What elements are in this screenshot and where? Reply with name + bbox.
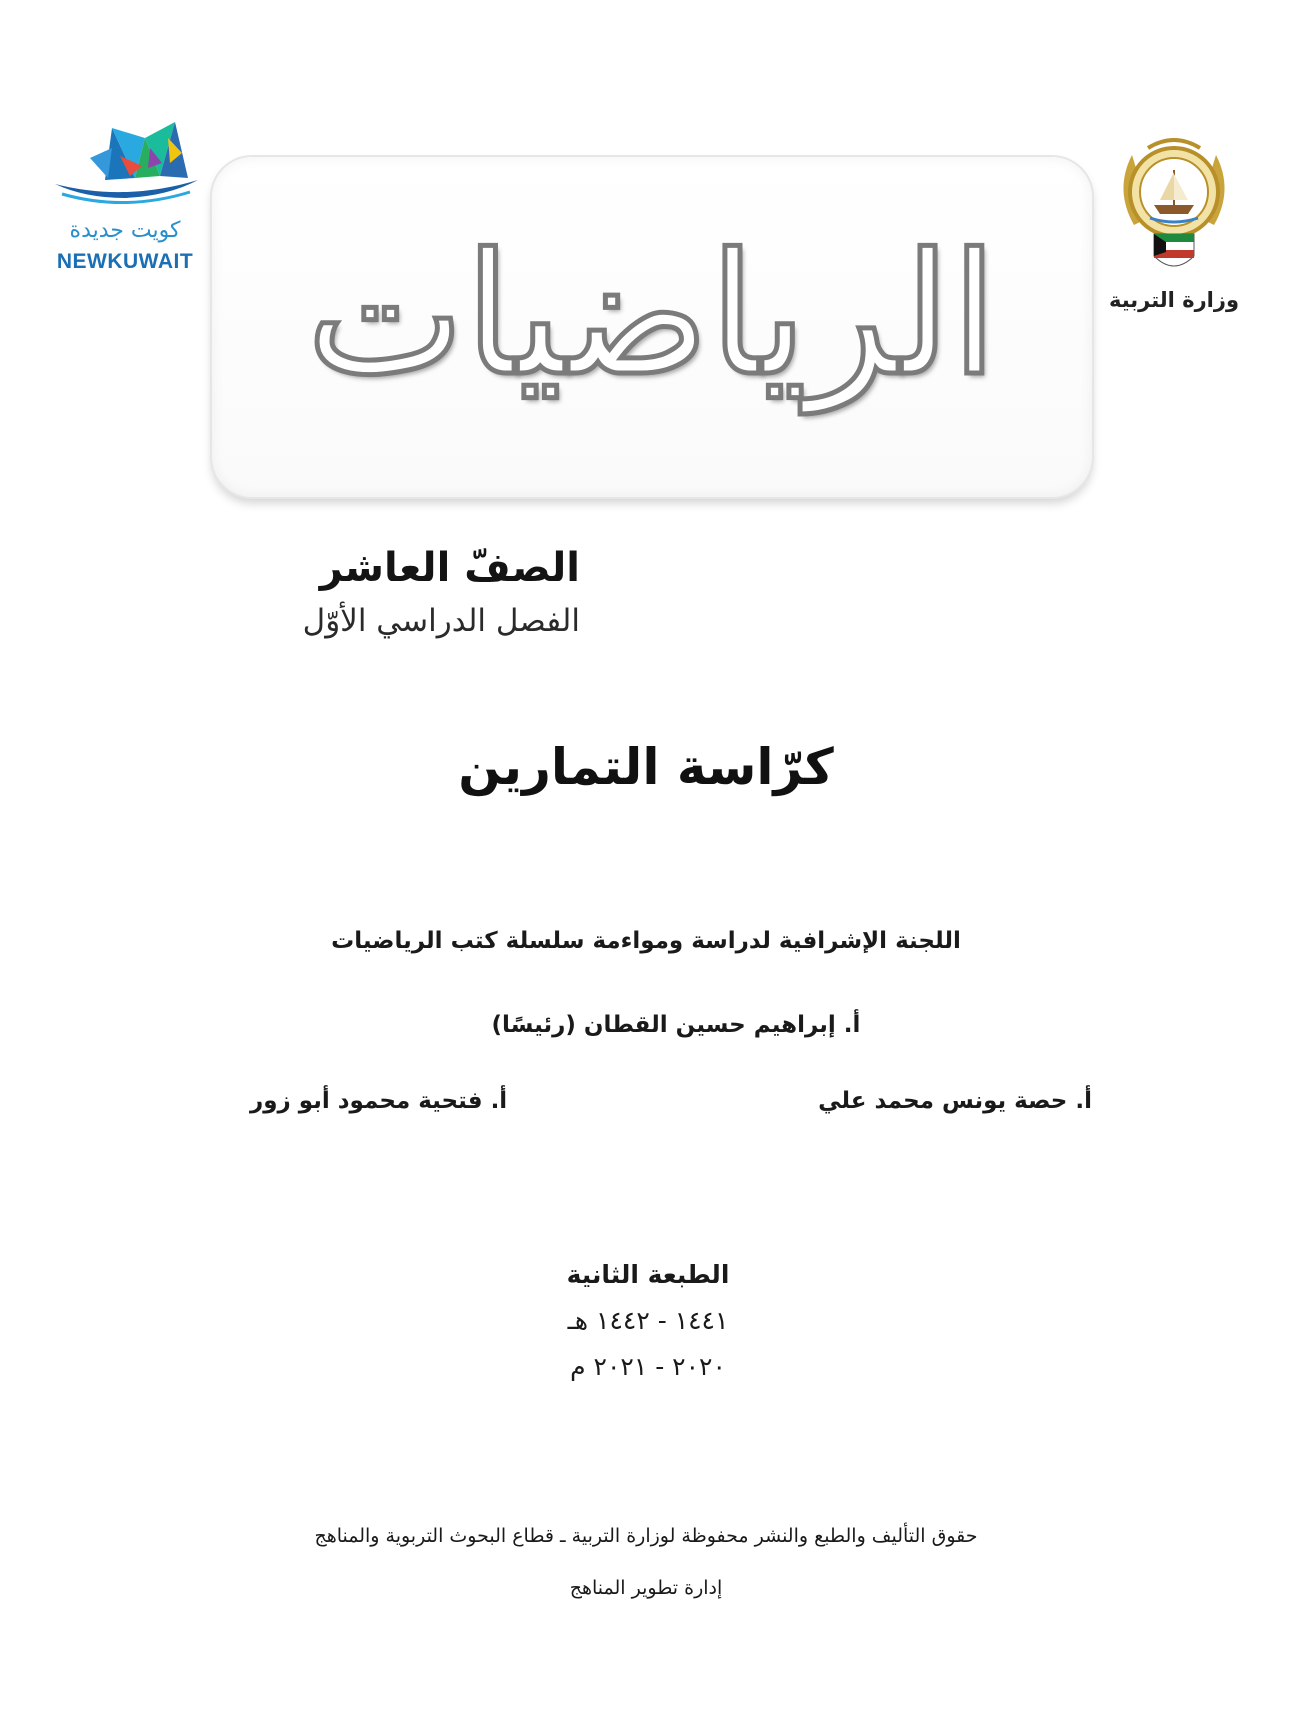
new-kuwait-logo [50,118,210,288]
edition-title: الطبعة الثانية [566,1260,730,1289]
edition-hijri-years: ١٤٤١ - ١٤٤٢ هـ [567,1306,729,1335]
committee-member: أ. فتحية محمود أبو زور [250,1088,508,1114]
kuwait-emblem-icon [1114,130,1234,280]
semester-label: الفصل الدراسي الأوّل [302,603,580,639]
copyright-notice: حقوق التأليف والطبع والنشر محفوظة لوزارة التربية ـ قطاع البحوث التربوية والمناهج [314,1525,978,1547]
ministry-name: وزارة التربية [1108,288,1240,312]
ministry-of-education-logo [1104,130,1244,320]
committee-member: أ. حصة يونس محمد علي [818,1088,1092,1114]
title-card [212,157,1092,497]
grade-block [200,540,580,646]
book-title: الرياضيات [306,217,998,413]
department-name: إدارة تطوير المناهج [569,1577,723,1599]
grade-label: الصفّ العاشر [319,545,580,591]
new-kuwait-sail-logo-icon [50,118,200,218]
new-kuwait-arabic-text: كويت جديدة [69,218,181,243]
workbook-title: كرّاسة التمارين [458,738,834,796]
edition-block [540,1252,756,1390]
new-kuwait-latin-text: NEWKUWAIT [56,250,194,273]
committee-chair: أ. إبراهيم حسين القطان (رئيسًا) [491,1012,861,1038]
edition-gregorian-years: ٢٠٢٠ - ٢٠٢١ م [570,1352,726,1381]
committee-title: اللجنة الإشرافية لدراسة ومواءمة سلسلة كتب الرياضيات [331,928,961,954]
